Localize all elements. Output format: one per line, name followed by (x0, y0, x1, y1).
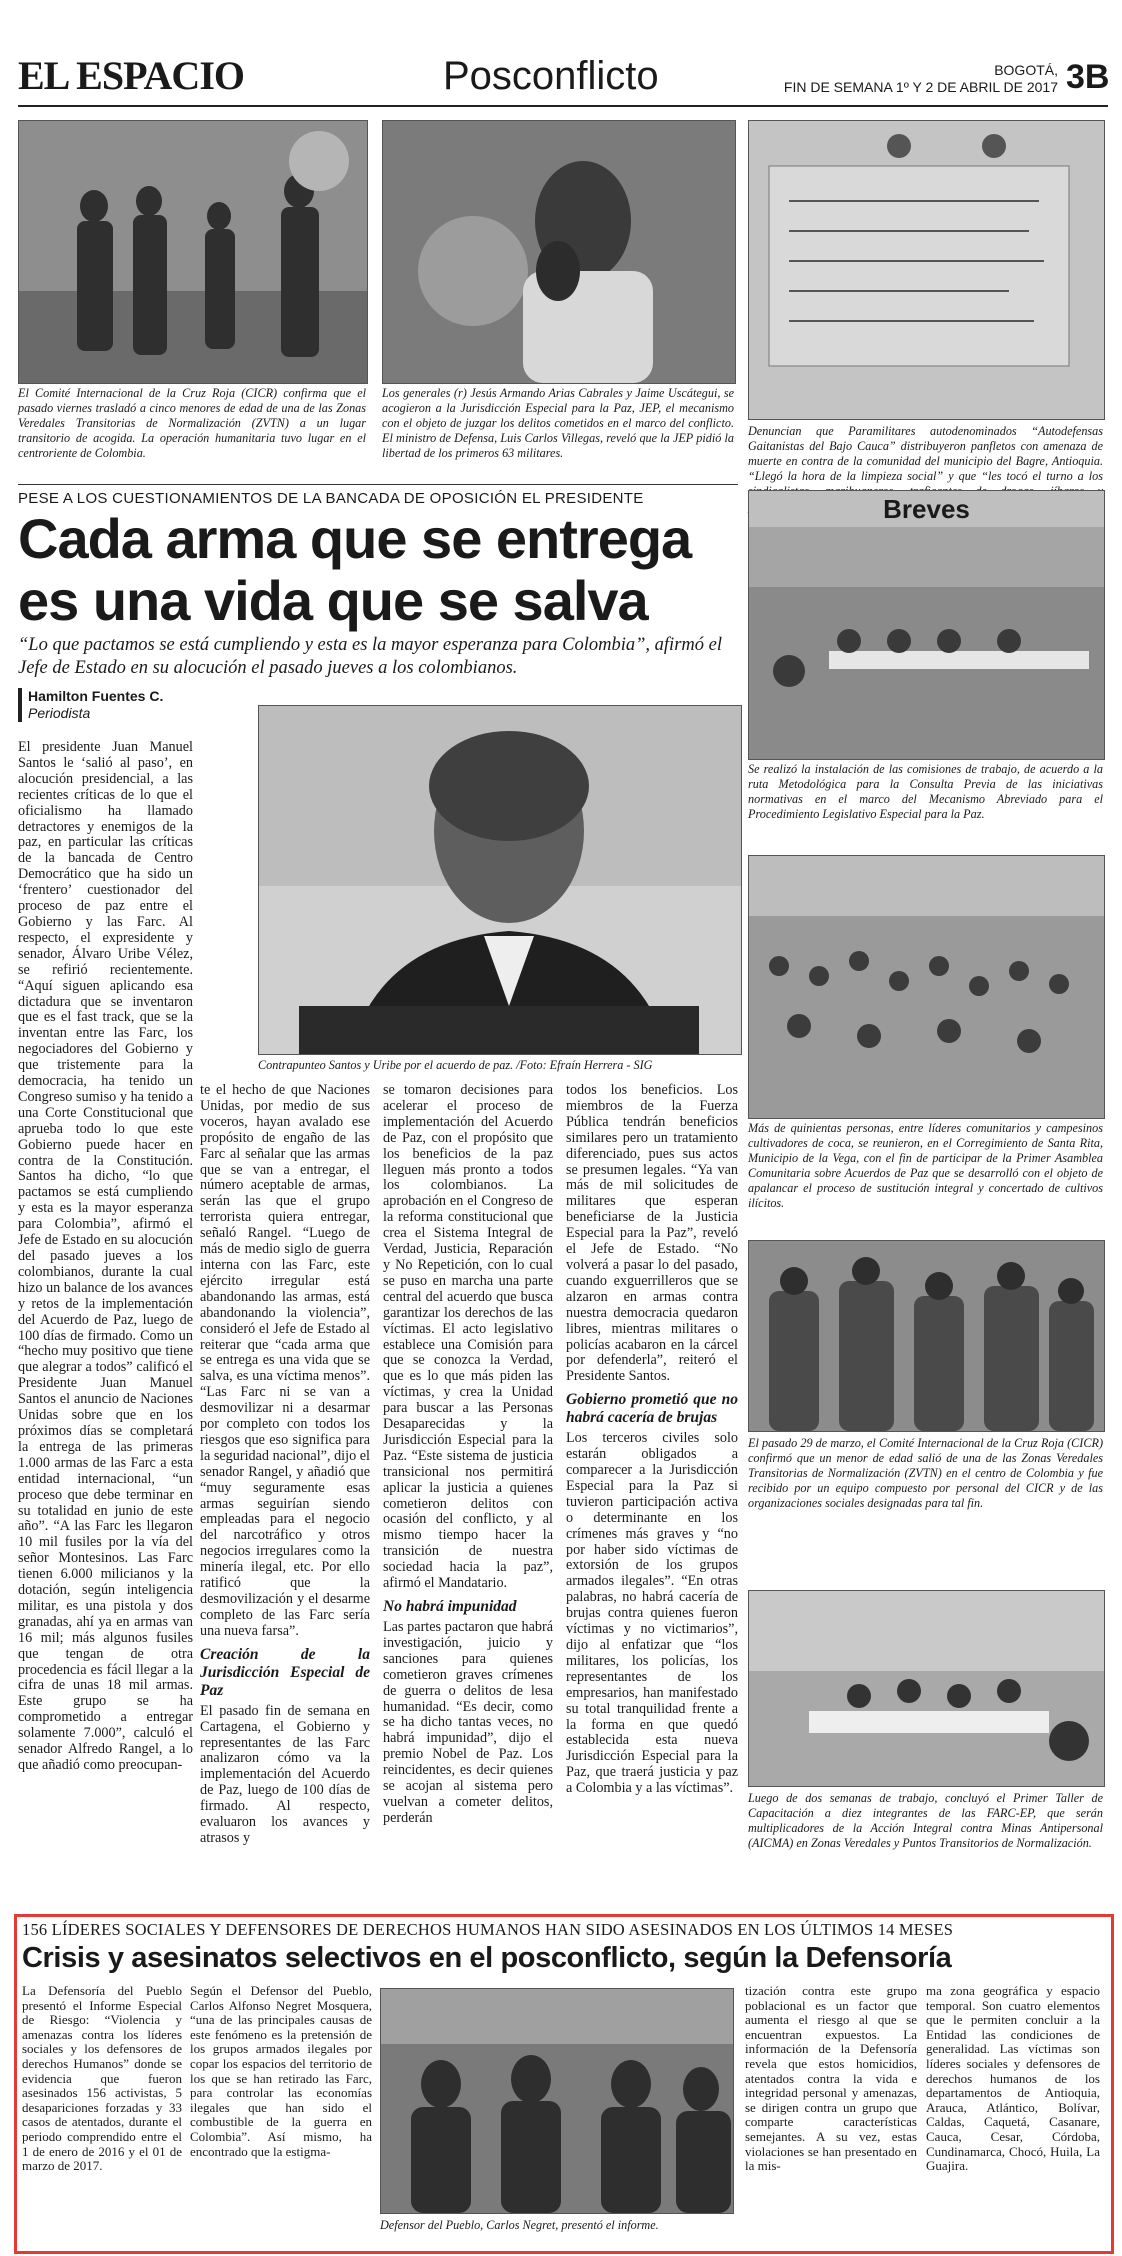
meeting-room-illustration (749, 491, 1104, 759)
masthead (18, 50, 1108, 107)
main-column-4 (566, 1083, 738, 1923)
main-column-1 (18, 740, 193, 1920)
assembly-crowd-illustration (749, 856, 1104, 1118)
issue-date: FIN DE SEMANA 1º Y 2 DE ABRIL DE 2017 (783, 79, 1058, 95)
divider (18, 484, 738, 485)
column-4-text: todos los beneficios. Los miembros de la Fuerza Pública tendrán beneficios similares pero un tratamiento diferenciado, pues sus actos se presumen legales. “Ya van más de mil solicitudes de militares que esperan beneficiarse de la Justicia Especial para la Paz”, reveló el Jefe de Estado. “No volverá a pasar lo del pasado, cuando exguerrilleros que se alzaron en armas contra nuestra democracia quedaron libres, mientras militares o policías acabaron en la cárcel por defenderla”, reiteró el Presidente Santos. (566, 1083, 738, 1385)
bottom-column-1-text: La Defensoría del Pueblo presentó el Informe Especial de Riesgo: “Violencia y amenazas contra los líderes sociales y los defensores de derechos Humanos” donde se evidencia que fueron asesinados 156 activistas, 5 desapariciones forzadas y 33 casos de atentados, durante el periodo comprendido entre el 1 de enero de 2016 y el 01 de marzo de 2017. (22, 1984, 182, 2174)
subhead-jurisdiccion: Creación de la Jurisdicción Especial de Paz (200, 1645, 370, 1699)
bottom-photo-negret (380, 1988, 734, 2214)
top-caption-1: El Comité Internacional de la Cruz Roja (CICR) confirma que el pasado viernes trasladó a cinco menores de edad de una de las Zonas Veredales Transitorias de Normalización (ZVTN) a un lugar transitorio de acogida. La operación humanitaria tuvo lugar en el centroriente de Colombia. (18, 386, 366, 460)
top-photo-generals (382, 120, 736, 384)
author-role: Periodista (28, 705, 91, 721)
bottom-column-3-text: tización contra este grupo poblacional es un factor que aumenta el riesgo al que se encuentran expuestos. La información de la Defensoría revela que estos homicidios, atentados contra la vida e integridad personal y amenazas, se dirigen contra un grupo que comparte características semejantes. A su vez, estas violaciones se han presentado en la mis- (745, 1984, 917, 2174)
city: BOGOTÁ, (994, 62, 1058, 78)
soldiers-walking-illustration (19, 121, 367, 383)
byline (18, 688, 228, 722)
bottom-headline: Crisis y asesinatos selectivos en el posconflicto, según la Defensoría (22, 1942, 952, 1974)
man-portrait-illustration (383, 121, 735, 383)
main-photo-santos (258, 705, 742, 1055)
bottom-column-2-text: Según el Defensor del Pueblo, Carlos Alfonso Negret Mosquera, “una de las principales causas de este fenómeno es la pretensión de los grupos armados ilegales por copar los espacios del territorio de los que se han retirado las Farc, para controlar las economías ilegales que han sido el combustible de la guerra en Colombia”. Así mismo, ha encontrado que la estigma- (190, 1984, 372, 2159)
main-headline-line-1: Cada arma que se entrega (18, 507, 692, 570)
section-title: Posconflicto (443, 54, 659, 98)
subhead-impunidad: No habrá impunidad (383, 1598, 517, 1615)
breves-photo-1 (748, 490, 1105, 760)
main-column-2 (200, 1083, 370, 1923)
pamphlet-illustration (749, 121, 1104, 419)
column-4b-text: Los terceros civiles solo estarán obligados a comparecer a la Jurisdicción Especial para la Paz si tuvieron participación activa o determinante en los crímenes más graves y “no por haber sido víctimas de extorsión de los grupos armados ilegales”. “En otras palabras, no habrá cacería de brujas contra quienes fueron víctimas y no victimarios”, dijo al enfatizar que “los militares, los policías, los representantes de los empresarios, han manifestado su total tranquilidad frente a la forma en que quedó establecida esta nueva Jurisdicción Especial para la Paz, que traerá justicia y paz a Colombia y a las víctimas”. (566, 1430, 738, 1797)
bottom-photo-caption: Defensor del Pueblo, Carlos Negret, presentó el informe. (380, 2218, 659, 2232)
bottom-column-4 (926, 1984, 1100, 2239)
bottom-column-2 (190, 1984, 372, 2239)
breves-caption-2: Más de quinientas personas, entre líderes comunitarios y campesinos cultivadores de coca, se reunieron, en el Corregimiento de Santa Rita, Municipio de la Vega, con el fin de participar de la Primer Asamblea Comunitaria sobre Acuerdos de Paz que se desarrolló con el objeto de apalancar el proceso de sustitución integral y concertado de cultivos ilícitos. (748, 1121, 1103, 1210)
breves-caption-4: Luego de dos semanas de trabajo, concluyó el Primer Taller de Capacitación a diez integrantes de las FARC-EP, que serán multiplicadores de la Acción Integral contra Minas Antipersonal (AICMA) en Zonas Veredales y Puntos Transitorios de Normalización. (748, 1791, 1103, 1850)
breves-photo-4 (748, 1590, 1105, 1787)
bottom-column-4-text: ma zona geográfica y espacio temporal. Son cuatro elementos que le permiten concluir a la Entidad las condiciones de generalidad. Las víctimas son líderes sociales y defensores de derechos humanos de los departamentos de Antioquia, Arauca, Atlántico, Bolívar, Caldas, Caquetá, Casanare, Cauca, Cesar, Córdoba, Cundinamarca, Chocó, Huila, La Guajira. (926, 1984, 1100, 2174)
soldiers-group-illustration (749, 1241, 1104, 1431)
bottom-column-3 (745, 1984, 917, 2239)
column-3-text: se tomaron decisiones para acelerar el proceso de implementación del Acuerdo de Paz, con el propósito que los beneficios de la paz lleguen más pronto a todos los colombianos. La aprobación en el Congreso de la reforma constitucional que crea el Sistema Integral de Verdad, Justicia, Reparación y No Repetición, con lo cual se puso en marcha una parte central del acuerdo que busca garantizar los derechos de las víctimas. El acto legislativo establece una Comisión para que se conozca la Verdad, que es lo que más piden las víctimas, y crea la Unidad para buscar a las Personas Desaparecidas y la Jurisdicción Especial para la Paz. “Este sistema de justicia transicional nos permitirá aplicar la justicia a quienes cometieron delitos con ocasión del conflicto, y al mismo tiempo hacer la transición de nuestra sociedad hacia la paz”, afirmó el Mandatario. (383, 1083, 553, 1592)
column-2-text: te el hecho de que Naciones Unidas, por medio de sus voceros, hayan avalado ese propósito de engaño de las Farc al señalar que las armas que se van a entregar, el número aceptable de armas, serán las que el grupo terrorista quiera entregar, señaló Rangel. “Luego de más de medio siglo de guerra interna con las Farc, este ejército irregular está abandonando las armas, está abandonando la violencia”, consideró el Jefe de Estado al reiterar que “cada arma que se entrega es una vida que se salva, es una víctima menos”. “Las Farc ni se van a desmovilizar ni a desarmar por completo con todos los riesgos que eso significa para la seguridad nacional”, dijo el senador Rangel, y añadió que “muy seguramente esas armas seguirían siendo empleadas para el negocio del narcotráfico y otros negocios irregulares como la minería ilegal, etc. Por ello ratificó que la desmovilización y el desarme completo de las Farc sería una nueva farsa”. (200, 1083, 370, 1639)
column-2b-text: El pasado fin de semana en Cartagena, el Gobierno y representantes de las Farc analizaron cómo va la implementación del Acuerdo de Paz, luego de 100 días de firmado. Al respecto, evaluaron los avances y atrasos y (200, 1702, 370, 1846)
main-headline-line-2: es una vida que se salva (18, 569, 648, 632)
top-caption-3: Denuncian que Paramilitares autodenominados “Autodefensas Gaitanistas del Bajo Cauca” distribuyeron panfletos con amenaza de muerte en contra de la comunidad del municipio del Bagre, Antioquia. “Llegó la hora de la limpieza social” y que “les tocó el turno a los (748, 424, 1103, 483)
breves-photo-2 (748, 855, 1105, 1119)
author-name: Hamilton Fuentes C. (28, 688, 164, 704)
top-caption-2: Los generales (r) Jesús Armando Arias Cabrales y Jaime Uscátegui, se acogieron a la Jurisdicción Especial para la Paz, JEP, el mecanismo con el objeto de juzgar los delitos cometidos en el marco del conflicto. El ministro de Defensa, Luis Carlos Villegas, reveló que la JEP pidió la libertad de los primeros 63 militares. (382, 386, 734, 460)
breves-title: Breves (749, 491, 1104, 527)
workshop-table-illustration (749, 1591, 1104, 1786)
main-column-3 (383, 1083, 553, 1923)
newspaper-logo: EL ESPACIO (18, 53, 244, 98)
top-photo-soldiers (18, 120, 368, 384)
column-3b-text: Las partes pactaron que habrá investigación, juicio y sanciones para quienes cometieron graves crímenes de guerra o delitos de lesa humanidad. “Es decir, como se ha dicho tantas veces, no habrá impunidad”, dijo el premio Nobel de Paz. Los reincidentes, es decir quienes se acojan al sistema pero vuelvan a cometer delitos, perderán (383, 1619, 553, 1826)
santos-portrait-illustration (259, 706, 741, 1054)
subhead-caceria: Gobierno prometió que no habrá cacería de brujas (566, 1391, 738, 1427)
column-1-text: El presidente Juan Manuel Santos le ‘salió al paso’, en alocución presidencial, a las recientes críticas de lo que el oficialismo ha llamado detractores y enemigos de la paz, en particular las críticas de la bancada de Centro Democrático que ha sido un ‘frentero’ cuestionador del proceso de paz entre el Gobierno y las Farc. Al respecto, el expresidente y senador, Álvaro Uribe Vélez, se refirió recientemente. “Aquí siguen aplicando esa dictadura que se inventaron que es el fast track, que se la inventan entre las Farc, los negociadores del Gobierno y que tristemente para la democracia, ha tenido un Congreso sumiso y ha tenido a una Corte Constitucional que aprueba todo lo que este Gobierno puede hacer en contra de la Constitución. Santos ha dicho, “lo que pactamos se está cumpliendo y esta es la mayor esperanza para Colombia”, afirmó el Jefe de Estado en su alocución del pasado jueves a los colombianos, durante la cual hizo un balance de los avances y retos de la implementación del Acuerdo de Paz, luego de 100 días de firmado. Como un “hecho muy positivo que tiene que alegrar a todos” calificó el Presidente Juan Manuel Santos el anuncio de Naciones Unidas sobre que en los próximos días se completará la entrega de las primeras 1.000 armas de las Farc a esta entidad internacional, “un proceso que debe terminar en su totalidad en junio de este año”. “A las Farc les llegaron 10 mil fusiles por la vía del señor Montesinos. Las Farc tienen 6.000 milicianos y la dotación, según inteligencia militar, es una pistola y dos granadas, ahí ya en armas van 16 mil; más algunos fusiles que tengan de otra procedencia es fácil llegar a la cifra de unas 18 mil armas. Este grupo se ha comprometido a entregar solamente 7.000”, calculó el senador Alfredo Rangel, a lo que añadió como preocupan- (18, 740, 193, 1773)
bottom-kicker: 156 LÍDERES SOCIALES Y DEFENSORES DE DERECHOS HUMANOS HAN SIDO ASESINADOS EN LOS ÚLTIMOS 14 MESES (22, 1920, 954, 1939)
page-number: 3B (1066, 58, 1110, 96)
breves-caption-3: El pasado 29 de marzo, el Comité Internacional de la Cruz Roja (CICR) confirmó que un menor de edad salió de una de las Zonas Veredales Transitorias de Normalización (ZVTN) en el centro de Colombia y fue recibido por un equipo compuesto por personal del CICR y de las organizaciones sociales designadas para tal fin. (748, 1436, 1103, 1510)
breves-photo-3 (748, 1240, 1105, 1432)
main-kicker: PESE A LOS CUESTIONAMIENTOS DE LA BANCADA DE OPOSICIÓN EL PRESIDENTE (18, 490, 644, 507)
main-photo-caption: Contrapunteo Santos y Uribe por el acuerdo de paz. /Foto: Efraín Herrera - SIG (258, 1058, 653, 1072)
breves-sidebar (748, 490, 1103, 1920)
dateline (758, 62, 1058, 96)
bottom-column-1 (22, 1984, 182, 2239)
top-photo-pamphlet (748, 120, 1105, 420)
press-conference-illustration (381, 1989, 733, 2213)
breves-caption-1: Se realizó la instalación de las comisiones de trabajo, de acuerdo a la ruta Metodológica para la Consulta Previa de las iniciativas normativas en el marco del Mecanismo Abreviado para el Procedimiento Legislativo Especial para la Paz. (748, 762, 1103, 821)
main-deck: “Lo que pactamos se está cumpliendo y esta es la mayor esperanza para Colombia”, afirmó el Jefe de Estado en su alocución el pasado jueves a los colombianos. (18, 635, 722, 678)
